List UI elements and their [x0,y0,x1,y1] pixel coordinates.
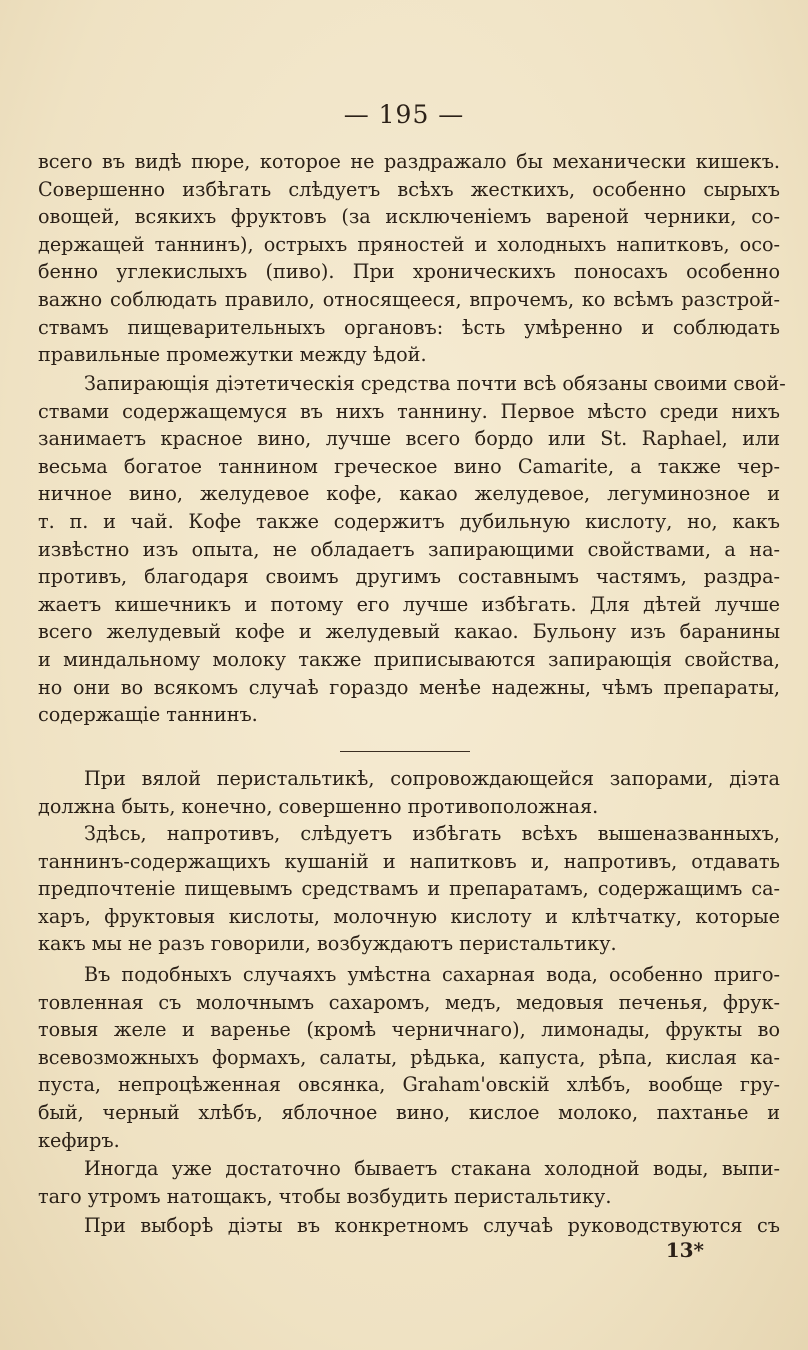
text-line: какъ мы не разъ говорили, возбуждаютъ перистальтику. [38,932,617,956]
paragraph-text [38,961,780,1154]
paragraph-text [38,1212,780,1240]
text-line: но они во всякомъ случаѣ гораздо менѣе надежны, чѣмъ препараты, [38,675,780,699]
text-line: ствамъ пищеварительныхъ органовъ: ѣсть умѣренно и соблюдать [38,315,780,339]
text-line: держащей таннинъ), острыхъ пряностей и холодныхъ напитковъ, осо- [38,232,780,256]
text-line: таннинъ-содержащихъ кушанiй и напитковъ и, напротивъ, отдавать [38,849,780,873]
text-line: Запирающiя дiэтетическiя средства почти всѣ обязаны своими свой- [84,372,786,395]
text-line: должна быть, конечно, совершенно противоположная. [38,794,599,818]
paragraph-text [38,765,780,820]
text-line: кефиръ. [38,1128,120,1152]
text-line: ствами содержащемуся въ нихъ таннину. Первое мѣсто среди нихъ [38,399,780,423]
paragraph-text [38,370,786,729]
paragraph-text [38,1155,780,1210]
text-line: таго утромъ натощакъ, чтобы возбудить перистальтику. [38,1184,612,1208]
paragraph-text [38,820,780,958]
text-line: При вялой перистальтикѣ, сопровождающейся запорами, дiэта [84,767,780,790]
signature-mark: 13* [665,1238,704,1262]
text-line: При выборѣ дiэты въ конкретномъ случаѣ руководствуются съ [84,1214,780,1237]
text-line: Здѣсь, напротивъ, слѣдуетъ избѣгать всѣхъ вышеназванныхъ, [84,822,780,845]
text-line: ничное вино, желудевое кофе, какао желудевое, легуминозное и [38,482,780,506]
text-line: содержащiе таннинъ. [38,703,258,727]
text-line: т. п. и чай. Кофе также содержитъ дубильную кислоту, но, какъ [38,509,780,533]
paragraph-5 [38,961,780,1154]
text-line: овощей, всякихъ фруктовъ (за исключенiемъ вареной черники, со- [38,205,780,229]
paragraph-3 [38,765,780,820]
text-line: бенно углекислыхъ (пиво). При хроническихъ поносахъ особенно [38,260,780,284]
paragraph-2 [38,370,786,729]
paragraph-7 [38,1212,780,1240]
paragraph-4 [38,820,780,958]
text-line: товленная съ молочнымъ сахаромъ, медъ, медовыя печенья, фрук- [38,990,780,1014]
paragraph-1 [38,148,780,369]
text-line: харъ, фруктовыя кислоты, молочную кислоту и клѣтчатку, которые [38,904,780,928]
text-line: всего въ видѣ пюре, которое не раздражало бы механически кишекъ. [38,150,780,173]
text-line: бый, черный хлѣбъ, яблочное вино, кислое молоко, пахтанье и [38,1100,780,1124]
section-divider [340,751,470,752]
text-line: важно соблюдать правило, относящееся, впрочемъ, ко всѣмъ разстрой- [38,287,780,311]
text-line: занимаетъ красное вино, лучше всего бордо или St. Raphael, или [38,427,780,451]
text-line: пуста, непроцѣженная овсянка, Graham'овскiй хлѣбъ, вообще гру- [38,1073,780,1097]
text-line: Въ подобныхъ случаяхъ умѣстна сахарная вода, особенно приго- [84,963,780,986]
text-line: Совершенно избѣгать слѣдуетъ всѣхъ жесткихъ, особенно сырыхъ [38,177,780,201]
text-line: извѣстно изъ опыта, не обладаетъ запирающими свойствами, а на- [38,537,780,561]
text-line: товыя желе и варенье (кромѣ черничнаго), лимонады, фрукты во [38,1018,780,1042]
text-line: весьма богатое таннином греческое вино Camarite, а также чер- [38,454,780,478]
text-line: всевозможныхъ формахъ, салаты, рѣдька, капуста, рѣпа, кислая ка- [38,1045,780,1069]
page-number: — 195 — [343,100,465,129]
text-line: жаетъ кишечникъ и потому его лучше избѣгать. Для дѣтей лучше [38,592,780,616]
text-line: противъ, благодаря своимъ другимъ составнымъ частямъ, раздра- [38,565,780,589]
paragraph-text [38,148,780,369]
text-line: предпочтенiе пищевымъ средствамъ и препаратамъ, содержащимъ са- [38,877,780,901]
paragraph-6 [38,1155,780,1210]
text-line: и миндальному молоку также приписываются запирающiя свойства, [38,647,780,671]
text-line: всего желудевый кофе и желудевый какао. Бульону изъ баранины [38,620,780,644]
text-line: Иногда уже достаточно бываетъ стакана холодной воды, выпи- [84,1157,780,1180]
text-line: правильные промежутки между ѣдой. [38,343,427,367]
